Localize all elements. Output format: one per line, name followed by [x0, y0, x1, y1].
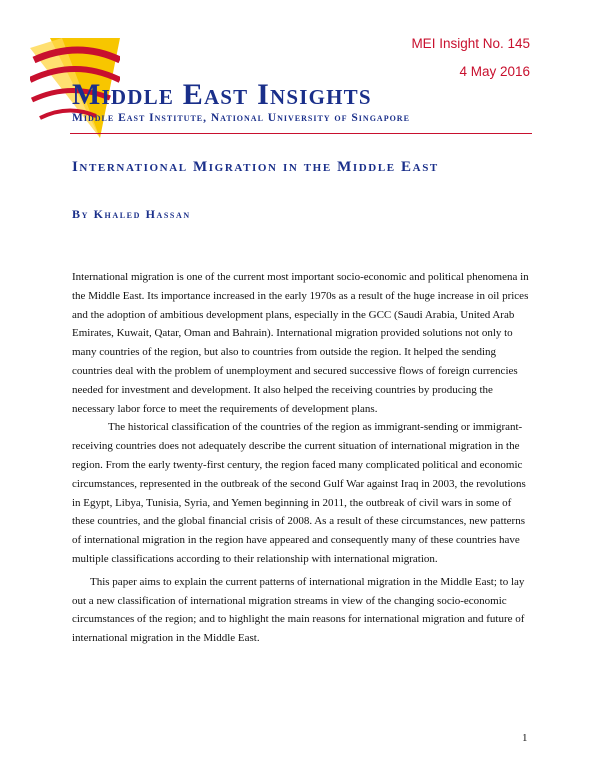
publication-date: 4 May 2016 — [459, 64, 530, 79]
page-number: 1 — [522, 732, 528, 744]
publication-subtitle: Middle East Institute, National University of Singapore — [72, 112, 410, 124]
publication-title: Middle East Insights — [72, 78, 372, 111]
header-divider — [70, 133, 532, 134]
body-paragraph: The historical classification of the countries of the region as immigrant-sending or immigrant-receiving countries does not adequately describe the current situation of international migration in the region. From the early twenty-first century, the region faced many complicated political and economic circumstances, represented in the outbreak of the second Gulf War against Iraq in 2003, the revolutions in Egypt, Libya, Tunisia, Syria, and Yemen beginning in 2011, the outbreak of civil wars in some of these countries, and the global financial crisis of 2008. As a result of these circumstances, new patterns of international migration in the region have appeared and consequently many of these countries have multiple classifications according to their relationship with international migration. — [72, 421, 526, 565]
body-paragraph: International migration is one of the current most important socio-economic and political phenomena in the Middle East. Its importance increased in the early 1970s as a result of the huge increase in oil prices and the adoption of ambitious development plans, especially in the GCC (Saudi Arabia, United Arab Emirates, Kuwait, Qatar, Oman and Bahrain). International migration provided solutions not only to many countries of the region, but also to countries from outside the region. It helped the sending countries deal with the problem of unemployment and secured successive flows of foreign currencies needed for investment and development. It also helped the receiving countries by producing the necessary labor force to meet the requirements of development plans. — [72, 271, 529, 415]
article-title: International Migration in the Middle East — [72, 159, 439, 175]
article-byline: By Khaled Hassan — [72, 207, 191, 221]
body-paragraph: This paper aims to explain the current patterns of international migration in the Middle East; to lay out a new classification of international migration streams in view of the changing socio-economic circumstances of the region; and to highlight the main reasons for international migration and future of international migration in the Middle East. — [72, 575, 525, 645]
insight-number: MEI Insight No. 145 — [411, 36, 530, 51]
article-body — [72, 268, 535, 648]
